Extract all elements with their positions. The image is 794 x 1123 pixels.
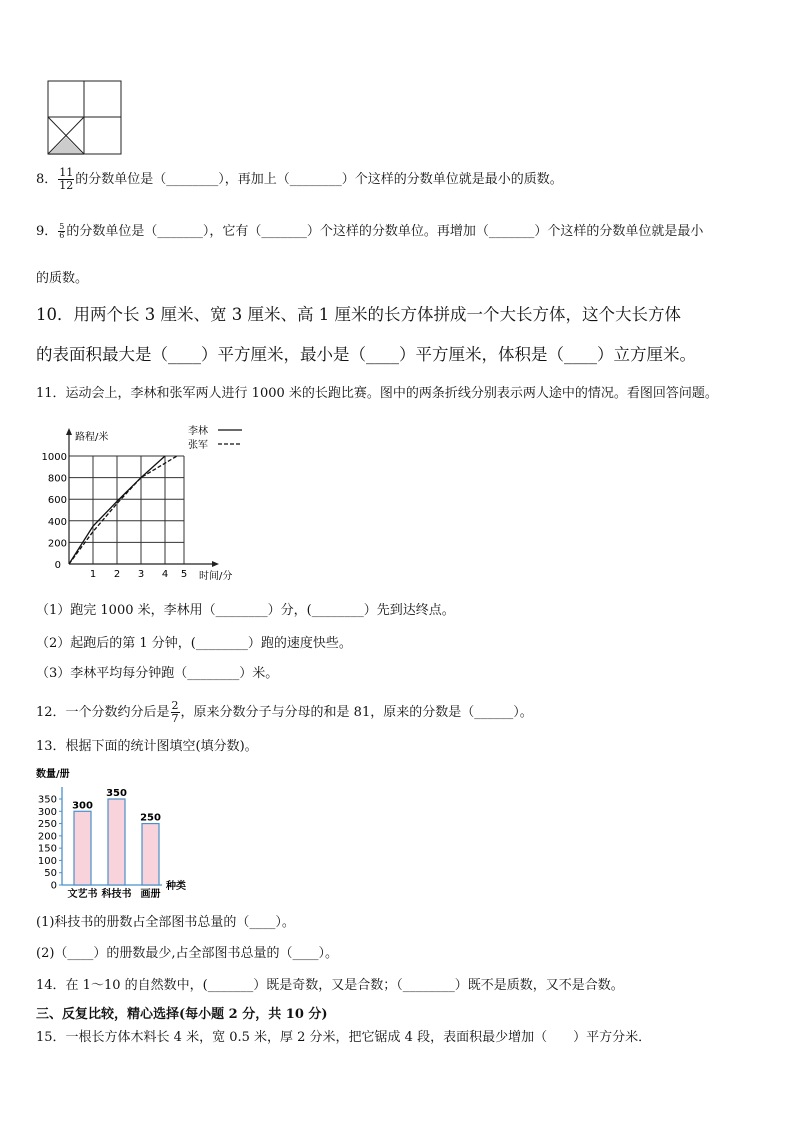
y-tick-label: 1000 bbox=[41, 452, 67, 463]
y-tick-label: 600 bbox=[47, 495, 67, 507]
y-tick-label: 50 bbox=[44, 868, 57, 880]
question-14: 14．在 1～10 的自然数中，(_______）既是奇数，又是合数；（________）既不是质数，又不是合数。 bbox=[36, 978, 624, 993]
question-11-sub3: （3）李林平均每分钟跑（________）米。 bbox=[36, 666, 279, 681]
fraction-5-6: $\frac{5}{6}$ bbox=[59, 222, 65, 240]
bar-科技书 bbox=[108, 799, 125, 885]
bar-画册 bbox=[142, 824, 159, 885]
question-9: 9． $\frac{5}{6}$ 的分数单位是（_______），它有（_______）个这样的分数单位。再增加（_______）个这样的分数单位就是最小 bbox=[36, 222, 704, 240]
bar-文艺书 bbox=[74, 811, 91, 885]
legend-label: 李林 bbox=[188, 426, 208, 437]
y-tick-label: 400 bbox=[47, 516, 67, 528]
bar-value-label: 300 bbox=[72, 800, 93, 812]
y-tick-label: 800 bbox=[47, 473, 67, 485]
y-tick-label: 200 bbox=[37, 831, 57, 843]
y-axis-arrow bbox=[66, 428, 72, 435]
question-13-sub1: (1)科技书的册数占全部图书总量的（____）。 bbox=[36, 915, 295, 930]
question-10-line1: 10．用两个长 3 厘米、宽 3 厘米、高 1 厘米的长方体拼成一个大长方体，这个大长方体 bbox=[36, 305, 681, 324]
x-tick-label: 5 bbox=[180, 569, 188, 580]
book-bar-chart bbox=[36, 765, 206, 900]
series-line-zhangjun bbox=[69, 456, 177, 564]
x-axis-arrow bbox=[212, 561, 219, 567]
fraction-square-figure bbox=[47, 80, 123, 156]
question-11-sub2: （2）起跑后的第 1 分钟，(________）跑的速度快些。 bbox=[36, 636, 352, 651]
question-8: 8． $\frac{11}{12}$ 的分数单位是（________），再加上（________）个这样的分数单位就是最小的质数。 bbox=[36, 166, 563, 192]
fraction-2-7: $\frac{2}{7}$ bbox=[171, 699, 179, 725]
y-axis-label: 路程/米 bbox=[75, 432, 109, 443]
x-tick-label: 3 bbox=[137, 569, 145, 580]
question-12: 12．一个分数约分后是 $\frac{2}{7}$ ，原来分数分子与分母的和是 81，原来的分数是（______）。 bbox=[36, 699, 533, 725]
question-13: 13．根据下面的统计图填空(填分数)。 bbox=[36, 739, 258, 754]
origin-label: 0 bbox=[54, 560, 61, 571]
x-category-label: 科技书 bbox=[101, 889, 132, 900]
y-tick-label: 300 bbox=[37, 806, 57, 818]
y-tick-label: 350 bbox=[37, 794, 57, 806]
bar-value-label: 250 bbox=[140, 812, 161, 824]
question-13-sub2: (2)（____）的册数最少,占全部图书总量的（____）。 bbox=[36, 946, 339, 961]
question-11: 11．运动会上，李林和张军两人进行 1000 米的长跑比赛。图中的两条折线分别表示两人途中的情况。看图回答问题。 bbox=[36, 386, 718, 401]
x-category-label: 文艺书 bbox=[67, 889, 98, 900]
question-11-sub1: （1）跑完 1000 米，李林用（________）分，(________）先到达终点。 bbox=[36, 603, 455, 618]
y-tick-label: 200 bbox=[47, 538, 67, 550]
y-tick-label: 100 bbox=[37, 855, 57, 867]
y-tick-label: 0 bbox=[50, 880, 57, 892]
x-tick-label: 4 bbox=[161, 569, 169, 580]
race-line-chart bbox=[36, 418, 256, 588]
bar-value-label: 350 bbox=[106, 788, 127, 799]
x-category-label: 画册 bbox=[140, 889, 161, 900]
x-axis-label: 时间/分 bbox=[199, 571, 233, 582]
section-3-title: 三、反复比较，精心选择(每小题 2 分，共 10 分) bbox=[36, 1007, 328, 1022]
x-axis-label: 种类 bbox=[166, 881, 186, 892]
x-tick-label: 1 bbox=[89, 569, 97, 580]
y-tick-label: 250 bbox=[37, 819, 57, 831]
fraction-11-12: $\frac{11}{12}$ bbox=[59, 166, 74, 192]
x-tick-label: 2 bbox=[113, 569, 121, 580]
y-axis-label: 数量/册 bbox=[36, 769, 70, 780]
legend-label: 张军 bbox=[188, 440, 208, 451]
question-10-line2: 的表面积最大是（____）平方厘米，最小是（____）平方厘米，体积是（____）立方厘米。 bbox=[36, 345, 696, 364]
y-tick-label: 150 bbox=[37, 843, 57, 855]
shaded-triangle bbox=[48, 137, 84, 155]
question-15: 15．一根长方体木料长 4 米，宽 0.5 米，厚 2 分米，把它锯成 4 段，表面积最少增加（ ）平方分米． bbox=[36, 1030, 652, 1045]
question-9-line2: 的质数。 bbox=[36, 271, 89, 286]
